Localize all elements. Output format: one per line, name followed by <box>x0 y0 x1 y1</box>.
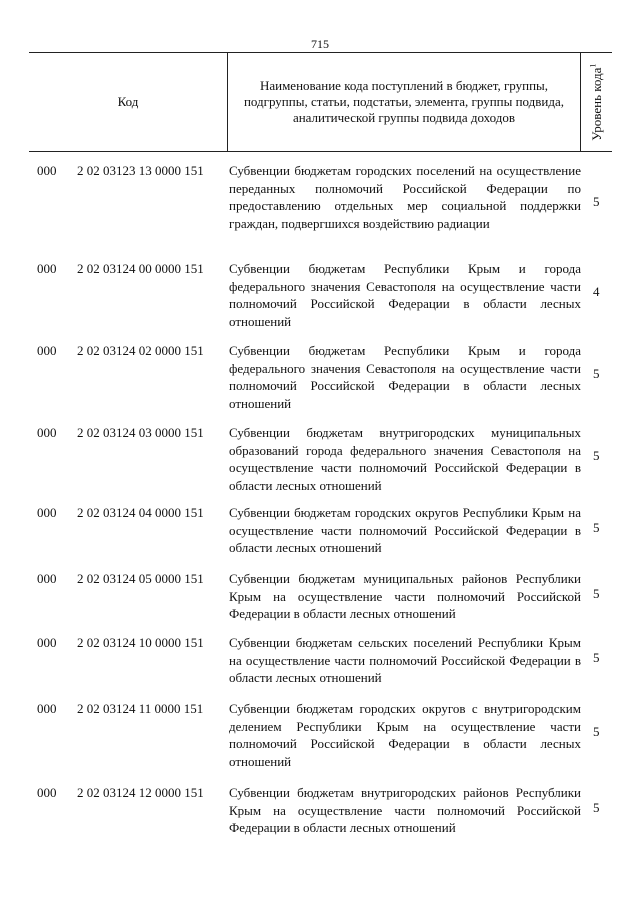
row-name: Субвенции бюджетам городских округов Республики Крым на осуществление части полномочий Российской Федерации в области лесных отношений <box>229 505 581 555</box>
row-code: 2 02 03124 10 0000 151 <box>77 635 204 650</box>
row-code: 2 02 03124 00 0000 151 <box>77 261 204 276</box>
row-name: Субвенции бюджетам внутригородских районов Республики Крым на осуществление части полномочий Российской Федерации в области лесных отношений <box>229 785 581 835</box>
header-level <box>581 53 612 151</box>
row-level: 5 <box>593 650 600 665</box>
row-admin: 000 <box>37 163 57 178</box>
row-name: Субвенции бюджетам сельских поселений Республики Крым на осуществление части полномочий Российской Федерации в области лесных отношений <box>229 635 581 685</box>
row-code: 2 02 03123 13 0000 151 <box>77 163 204 178</box>
header-level-footnote: 1 <box>588 63 598 68</box>
row-code: 2 02 03124 03 0000 151 <box>77 425 204 440</box>
row-admin: 000 <box>37 635 57 650</box>
row-name: Субвенции бюджетам городских поселений на осуществление переданных полномочий Российской Федерации по предоставлению отдельных мер социальной поддержки граждан, подвергшихся воздействию радиации <box>229 163 581 231</box>
row-level: 5 <box>593 448 600 463</box>
row-name: Субвенции бюджетам Республики Крым и города федерального значения Севастополя на осуществление части полномочий Российской Федерации в области лесных отношений <box>229 343 581 411</box>
row-level: 5 <box>593 800 600 815</box>
row-admin: 000 <box>37 425 57 440</box>
row-code: 2 02 03124 02 0000 151 <box>77 343 204 358</box>
row-level: 5 <box>593 724 600 739</box>
row-name: Субвенции бюджетам Республики Крым и города федерального значения Севастополя на осуществление части полномочий Российской Федерации в области лесных отношений <box>229 261 581 329</box>
row-admin: 000 <box>37 701 57 716</box>
header-code: Код <box>29 53 228 151</box>
row-name: Субвенции бюджетам муниципальных районов Республики Крым на осуществление части полномочий Российской Федерации в области лесных отношений <box>229 571 581 621</box>
page-number: 715 <box>311 37 329 51</box>
header-name: Наименование кода поступлений в бюджет, группы, подгруппы, статьи, подстатьи, элемента, группы подвида, аналитической группы подвида доходов <box>228 53 581 151</box>
row-code: 2 02 03124 12 0000 151 <box>77 785 204 800</box>
row-admin: 000 <box>37 343 57 358</box>
row-admin: 000 <box>37 785 57 800</box>
row-code: 2 02 03124 04 0000 151 <box>77 505 204 520</box>
row-level: 5 <box>593 366 600 381</box>
row-admin: 000 <box>37 505 57 520</box>
table-header <box>29 52 612 152</box>
header-level-label: Уровень кода <box>588 67 604 141</box>
row-code: 2 02 03124 11 0000 151 <box>77 701 204 716</box>
row-code: 2 02 03124 05 0000 151 <box>77 571 204 586</box>
row-admin: 000 <box>37 571 57 586</box>
row-level: 5 <box>593 586 600 601</box>
row-name: Субвенции бюджетам городских округов с внутригородским делением Республики Крым на осуществление части полномочий Российской Федерации в области лесных отношений <box>229 701 581 769</box>
row-level: 5 <box>593 520 600 535</box>
row-level: 5 <box>593 194 600 209</box>
row-name: Субвенции бюджетам внутригородских муниципальных образований города федерального значения Севастополя на осуществление части полномочий Российской Федерации в области лесных отношений <box>229 425 581 493</box>
row-level: 4 <box>593 284 600 299</box>
row-admin: 000 <box>37 261 57 276</box>
